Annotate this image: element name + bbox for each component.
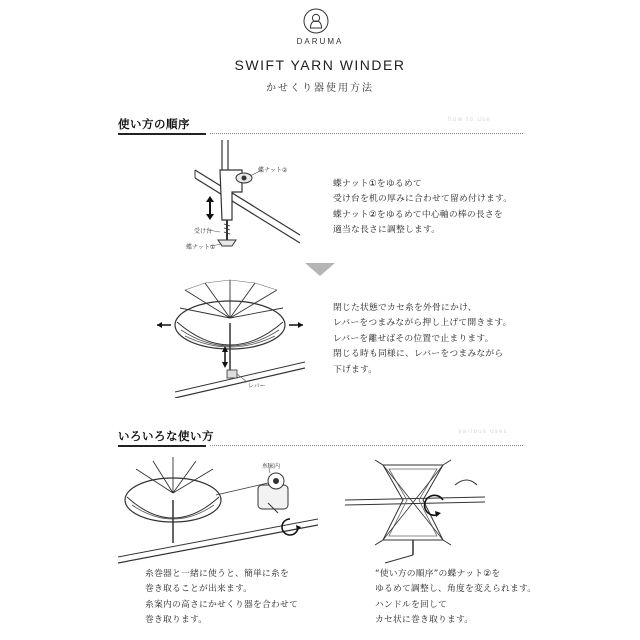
section-rule [118,445,523,449]
step2-instructions [333,301,512,378]
swift-illustration [155,278,305,398]
various-right-instructions [375,567,536,629]
section-rule [118,133,523,137]
left-line: 巻き取ることが出来ます。 [145,584,253,595]
right-line: “使い方の順序”の蝶ナット②を [375,569,501,579]
step1-line: 蝶ナット②をゆるめて中心軸の棒の長さを [333,209,503,220]
label-yarn-guide: 糸案内 [262,463,281,470]
step2-line: 下げます。 [333,364,378,375]
left-line: 巻き取ります。 [145,615,208,626]
brand-name: DARUMA [296,37,344,46]
step2-line: 閉じた状態でカセ糸を外骨にかけ、 [333,303,477,313]
ghost-text: how to use [448,116,491,123]
right-line: ゆるめて調整し、角度を変えられます。 [375,584,537,595]
various-left-instructions [145,567,298,629]
step2-line: 閉じる時も同様に、レバーをつまみながら [333,349,504,360]
step1-line: 受け台を机の厚みに合わせて留め付けます。 [333,194,513,205]
title-english: SWIFT YARN WINDER [234,57,406,73]
step1-instructions [333,177,512,239]
label-butterfly-nut-2: 蝶ナット② [258,167,288,174]
label-butterfly-nut-1: 蝶ナット① [186,244,216,251]
label-receiver: 受け台 [194,228,213,235]
step1-line: 適当な長さに調整します。 [333,225,441,236]
ghost-text: various uses [458,428,508,435]
step1-line: 蝶ナット①をゆるめて [333,179,422,189]
daruma-logo-icon [303,8,329,34]
section-heading-usage-order: 使い方の順序 [118,117,190,131]
left-line: 糸巻器と一緒に使うと、簡単に糸を [145,569,289,579]
section-heading-various-uses: いろいろな使い方 [118,429,214,443]
step2-line: レバーを離せばその位置で止まります。 [333,333,494,344]
tilted-swift-illustration [345,455,485,565]
right-line: ハンドルを回して [375,599,447,610]
right-line: カセ状に巻き取ります。 [375,615,474,626]
title-japanese: かせくり器使用方法 [266,83,374,94]
down-chevron-icon [305,263,335,277]
swift-with-winder-illustration [118,455,318,565]
left-line: 糸案内の高さにかせくり器を合わせて [145,599,298,610]
step2-line: レバーをつまみながら押し上げて開きます。 [333,318,512,329]
label-lever: レバー [248,383,266,390]
